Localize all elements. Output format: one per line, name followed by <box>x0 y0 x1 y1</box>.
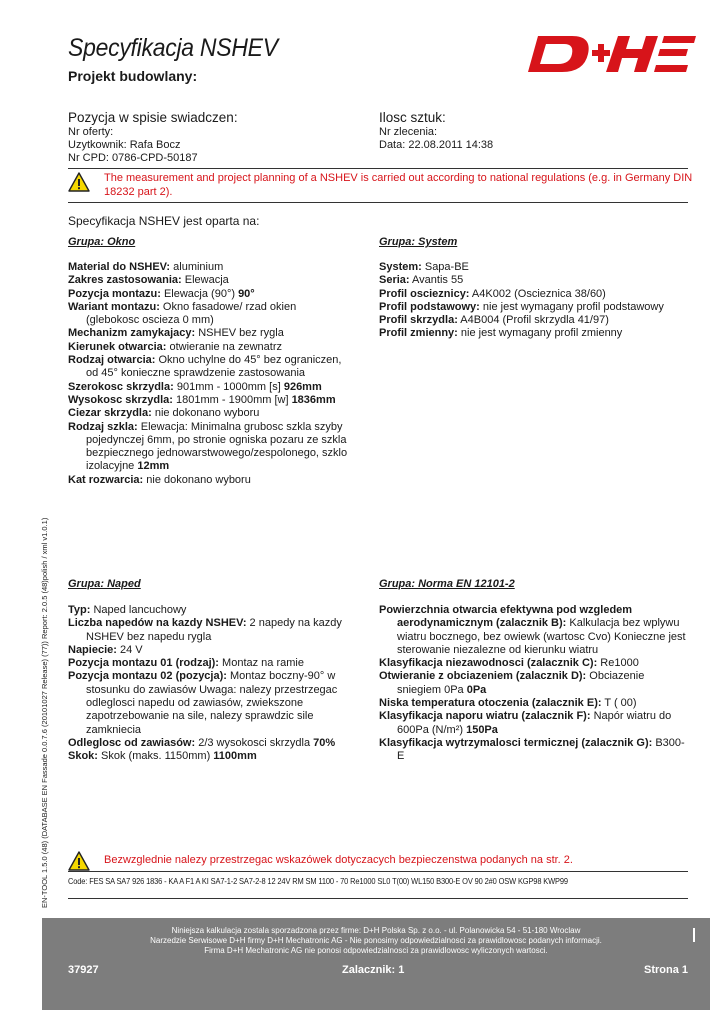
page-number: Strona 1 <box>643 964 688 976</box>
warning-icon <box>68 851 90 871</box>
quantity-heading: Ilosc sztuk: <box>379 110 446 125</box>
spec-label: Seria: <box>379 274 410 287</box>
spec-row <box>379 288 689 301</box>
product-code: Code: FES SA SA7 926 1836 - KA A F1 A KI SA7-1-2 SA7-2-8 12 24V RM SM 1100 - 70 Re1000 SL0 T(00) WL150 B300-E OV 90 2#0 OSW KGP98 KWP99 <box>68 876 568 886</box>
group-system-rows <box>379 261 689 341</box>
spec-value-highlight: 150Pa <box>466 723 498 736</box>
legal-line: Firma D+H Mechatronic AG nie ponosi odpowiedzialnosci za prawidlowosc wyliczonych wartosci. <box>204 946 548 955</box>
spec-label: Odleglosc od zawiasów: <box>68 736 196 749</box>
spec-row <box>379 670 689 697</box>
spec-label: Klasyfikacja niezawodnosci (zalacznik C): <box>379 657 598 670</box>
spec-label: Wysokosc skrzydla: <box>68 393 173 406</box>
spec-value: aluminium <box>170 261 224 273</box>
spec-value: nie jest wymagany profil zmienny <box>457 327 623 340</box>
spec-row <box>379 327 689 340</box>
spec-value-highlight: 0Pa <box>466 683 487 696</box>
spec-value: 2 napedy na kazdy NSHEV bez napedu rygla <box>86 617 342 643</box>
spec-value: Kalkulacja bez wplywu wiatru bocznego, bez owiewk (wartosc Cvo) Konieczne jest sterowanie niezalezne od kierunku wiatru <box>397 617 686 656</box>
spec-row <box>68 617 348 644</box>
attachment-label: Zalacznik: 1 <box>342 964 405 976</box>
spec-row <box>68 327 348 340</box>
spec-label: Pozycja montazu 02 (pozycja): <box>68 670 227 683</box>
spec-row <box>379 261 689 274</box>
divider <box>68 202 688 203</box>
dh-logo <box>528 30 696 76</box>
spec-label: Napiecie: <box>68 643 117 656</box>
document-number: 37927 <box>68 964 99 976</box>
spec-label: Niska temperatura otoczenia (zalacznik E): <box>379 697 602 710</box>
spec-row <box>68 421 348 474</box>
spec-label: Ciezar skrzydla: <box>68 407 152 420</box>
spec-row <box>68 261 348 274</box>
spec-label: System: <box>379 261 422 273</box>
spec-row <box>379 697 689 710</box>
spec-value-highlight: 1836mm <box>291 393 336 406</box>
spec-label: Kierunek otwarcia: <box>68 340 167 353</box>
spec-label: Otwieranie z obciazeniem (zalacznik D): <box>379 670 587 683</box>
spec-value-highlight: 1100mm <box>213 750 257 763</box>
spec-value: 24 V <box>116 643 143 656</box>
spec-row <box>68 394 348 407</box>
spec-label: Rodzaj otwarcia: <box>68 354 156 367</box>
spec-row <box>68 407 348 420</box>
spec-intro: Specyfikacja NSHEV jest oparta na: <box>68 214 260 228</box>
spec-value: Montaz boczny-90° w stosunku do zawiasów Uwaga: nalezy przestrzegac odleglosci napedu od zawiasów, zwiekszone zapotrzebowanie na sile, nalezy sprawdzic sile zamkniecia <box>86 670 338 736</box>
spec-label: Profil podstawowy: <box>379 300 480 313</box>
spec-label: Klasyfikacja wytrzymalosci termicznej (zalacznik G): <box>379 736 653 749</box>
footer-mark <box>693 928 695 942</box>
spec-value: A4B004 (Profil skrzydla 41/97) <box>457 314 609 327</box>
offer-number: Nr oferty: <box>68 126 114 138</box>
legal-notice <box>42 926 710 956</box>
position-heading: Pozycja w spisie swiadczen: <box>68 110 238 125</box>
spec-value-highlight: 90° <box>238 287 255 300</box>
spec-row <box>68 644 348 657</box>
spec-label: Powierzchnia otwarcia efektywna pod wzgledem aerodynamicznym (zalacznik B): <box>379 604 633 630</box>
spec-value: Elewacja: Minimalna grubosc szkla szyby pojedynczej 6mm, po stronie ogniska pozaru ze szkla bezpiecznego jednowarstwowego/zespolonego, szklo izolacyjne <box>86 420 348 473</box>
group-okno-rows <box>68 261 348 487</box>
spec-label: Typ: <box>68 604 91 616</box>
spec-row <box>68 737 348 750</box>
warning-icon <box>68 172 90 192</box>
group-norma-rows <box>379 604 689 764</box>
spec-value: Naped lancuchowy <box>90 604 187 616</box>
group-heading-naped: Grupa: Naped <box>68 578 141 590</box>
spec-value: nie dokonano wyboru <box>143 473 251 486</box>
measurement-warning: The measurement and project planning of a NSHEV is carried out according to national regulations (e.g. in Germany DIN 18232 part 2). <box>104 172 693 198</box>
group-heading-okno: Grupa: Okno <box>68 236 136 248</box>
spec-value: 901mm - 1000mm [s] <box>173 380 284 393</box>
legal-line: Niniejsza kalkulacja zostala sporzadzona przez firme: D+H Polska Sp. z o.o. - ul. Polanowicka 54 - 51-180 Wroclaw <box>171 926 581 935</box>
spec-value: Montaz na ramie <box>218 657 304 670</box>
spec-label: Profil zmienny: <box>379 327 458 340</box>
page-footer <box>42 918 710 1010</box>
group-heading-norma: Grupa: Norma EN 12101-2 <box>379 578 515 590</box>
spec-label: Wariant montazu: <box>68 300 160 313</box>
divider <box>68 898 688 899</box>
spec-row <box>68 750 348 763</box>
group-naped-rows <box>68 604 348 764</box>
spec-label: Szerokosc skrzydla: <box>68 380 174 393</box>
spec-value: Napór wiatru do 600Pa (N/m²) <box>397 710 672 736</box>
date-field: Data: 22.08.2011 14:38 <box>379 139 494 151</box>
safety-warning: Bezwzglednie nalezy przestrzegac wskazówek dotyczacych bezpieczenstwa podanych na str. 2. <box>104 854 573 866</box>
spec-label: Profil skrzydla: <box>379 314 458 327</box>
user-field: Uzytkownik: Rafa Bocz <box>68 139 181 151</box>
spec-row <box>379 710 689 737</box>
spec-label: Klasyfikacja naporu wiatru (zalacznik F): <box>379 710 591 723</box>
spec-row <box>68 670 348 736</box>
legal-line: Narzedzie Serwisowe D+H firmy D+H Mechatronic AG - Nie ponosimy odpowiedzialnosci za prawidlowosc podanych informacji. <box>150 936 602 945</box>
spec-value: Elewacja (90°) <box>160 287 239 300</box>
spec-label: Profil oscieznicy: <box>379 287 470 300</box>
spec-value: Avantis 55 <box>409 274 464 287</box>
spec-label: Rodzaj szkla: <box>68 420 138 433</box>
spec-row <box>68 288 348 301</box>
spec-value: otwieranie na zewnatrz <box>166 340 282 353</box>
cpd-number: Nr CPD: 0786-CPD-50187 <box>68 152 198 164</box>
spec-row <box>379 737 689 764</box>
spec-row <box>379 604 689 657</box>
spec-row <box>68 354 348 381</box>
spec-label: Zakres zastosowania: <box>68 274 182 287</box>
spec-value: nie jest wymagany profil podstawowy <box>479 300 664 313</box>
tool-version-text: EN-TOOL 1.5.0 (48) (DATABASE EN Fassade 0.0.7.6 (20101027 Release) (77)) Report: 2.0.5 (48)polish / xml v1.0.1) <box>40 517 49 908</box>
spec-value: NSHEV bez rygla <box>195 327 284 340</box>
project-label: Projekt budowlany: <box>68 68 198 84</box>
spec-value: Re1000 <box>597 657 639 670</box>
spec-row <box>68 274 348 287</box>
spec-row <box>379 314 689 327</box>
spec-value: Okno fasadowe/ rzad okien (glebokosc oscieza 0 mm) <box>86 300 297 327</box>
spec-value: 1801mm - 1900mm [w] <box>172 393 292 406</box>
spec-label: Pozycja montazu: <box>68 287 161 300</box>
spec-label: Material do NSHEV: <box>68 261 171 273</box>
spec-value: A4K002 (Oscieznica 38/60) <box>469 287 606 300</box>
spec-label: Skok: <box>68 750 98 763</box>
spec-label: Pozycja montazu 01 (rodzaj): <box>68 657 219 670</box>
spec-row <box>379 657 689 670</box>
spec-value-highlight: 70% <box>313 736 336 749</box>
spec-value: Skok (maks. 1150mm) <box>97 750 214 763</box>
page-title: Specyfikacja NSHEV <box>68 34 278 62</box>
spec-row <box>68 604 348 617</box>
spec-value-highlight: 12mm <box>137 460 170 473</box>
spec-value: nie dokonano wyboru <box>151 407 260 420</box>
spec-value: Sapa-BE <box>421 261 469 273</box>
divider <box>68 168 688 169</box>
spec-value: 2/3 wysokosci skrzydla <box>195 736 314 749</box>
spec-value: Okno uchylne do 45° bez ograniczen, od 45° konieczne sprawdzenie zastosowania <box>86 354 342 380</box>
order-number: Nr zlecenia: <box>379 126 438 138</box>
spec-label: Liczba napedów na kazdy NSHEV: <box>68 617 247 630</box>
spec-row <box>68 301 348 328</box>
group-heading-system: Grupa: System <box>379 236 458 248</box>
divider <box>68 871 688 872</box>
spec-label: Kat rozwarcia: <box>68 473 144 486</box>
spec-value: Obciazenie sniegiem 0Pa <box>397 670 645 696</box>
spec-row <box>379 301 689 314</box>
spec-row <box>379 274 689 287</box>
spec-value: T ( 00) <box>601 697 637 710</box>
spec-row <box>68 657 348 670</box>
spec-row <box>68 341 348 354</box>
spec-value: Elewacja <box>181 274 229 287</box>
spec-row <box>68 474 348 487</box>
spec-label: Mechanizm zamykajacy: <box>68 327 196 340</box>
spec-value: B300-E <box>397 736 685 763</box>
spec-row <box>68 381 348 394</box>
spec-value-highlight: 926mm <box>283 380 322 393</box>
